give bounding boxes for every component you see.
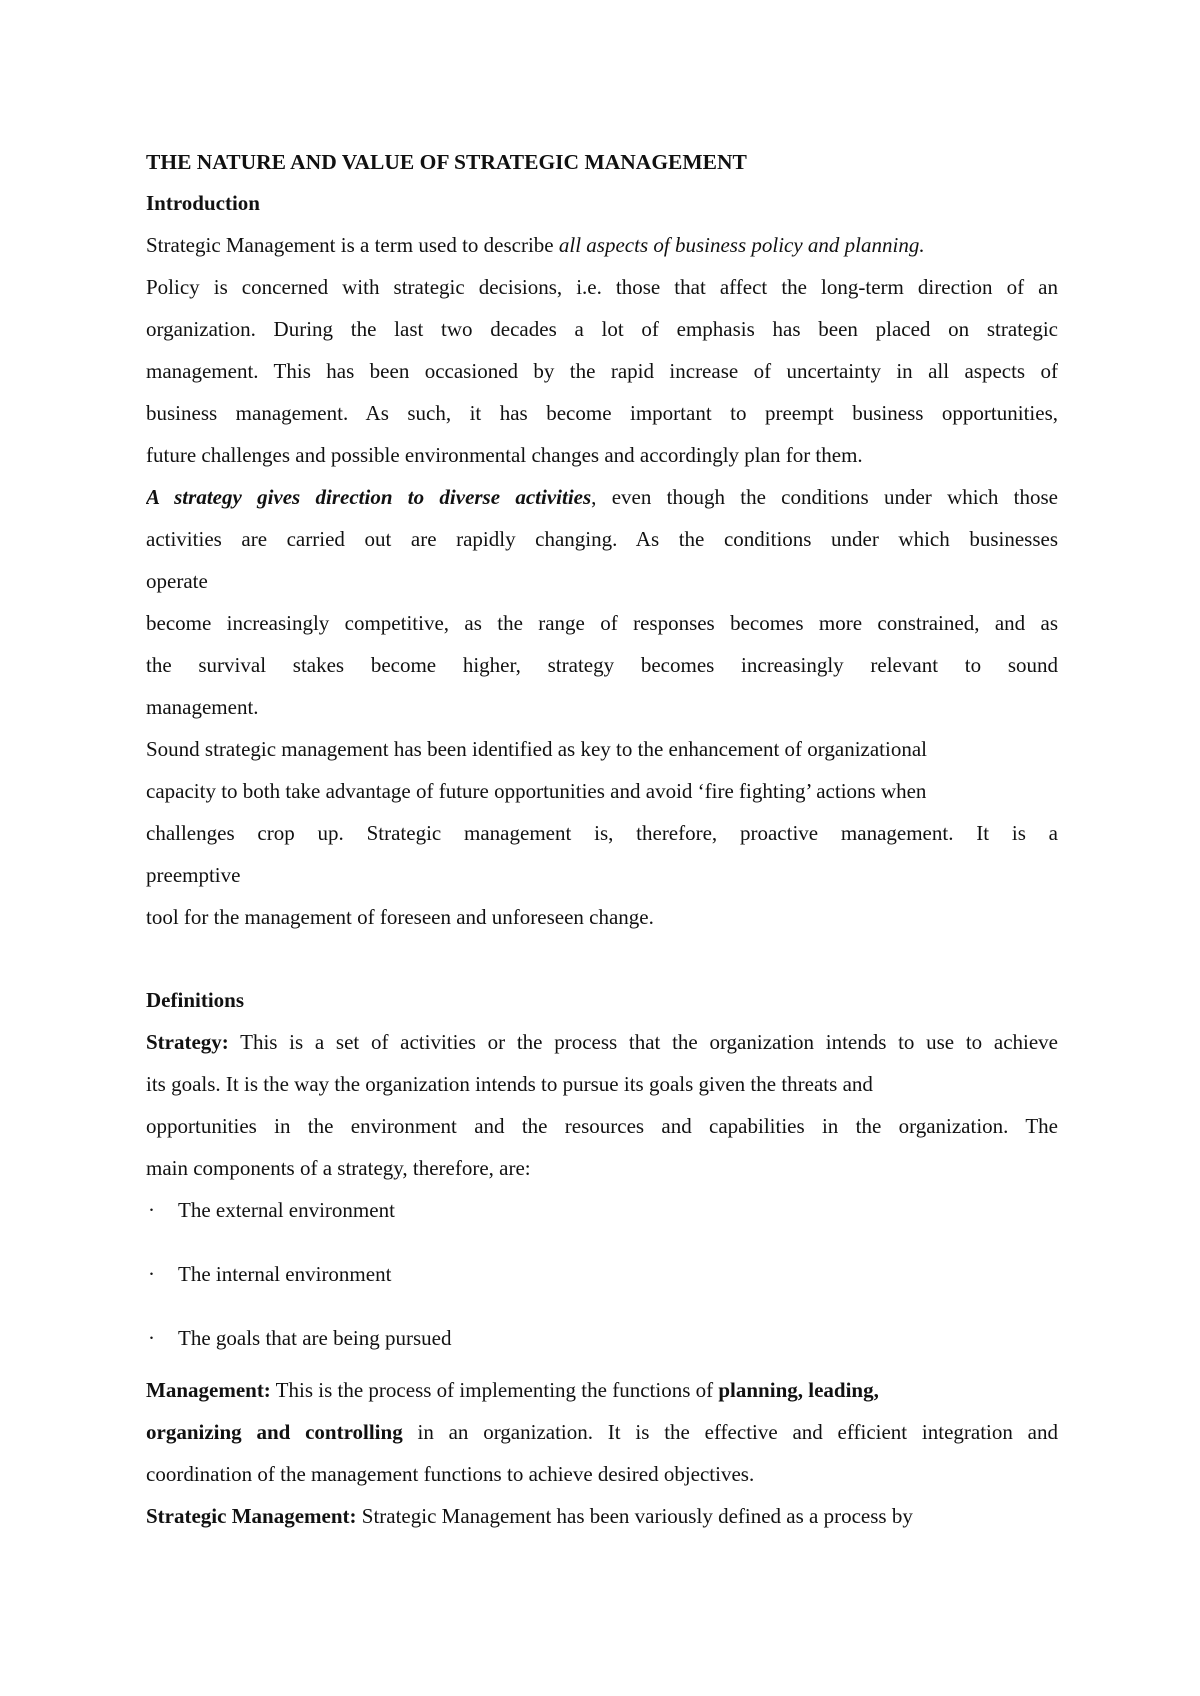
management-definition-text: in an organization. It is the effective and efficient integration and [402,1420,1058,1444]
list-item-text: The goals that are being pursued [178,1326,452,1350]
management-definition-text: This is the process of implementing the functions of [270,1378,719,1402]
strategic-management-definition [146,1495,1058,1537]
sound-line: Sound strategic management has been identified as key to the enhancement of organizational [146,737,928,761]
intro-text: Strategic Management is a term used to describe [146,233,559,257]
intro-line: future challenges and possible environmental changes and accordingly plan for them. [146,443,863,467]
sound-line: tool for the management of foreseen and unforeseen change. [146,905,654,929]
strategic-management-definition-text: Strategic Management has been variously defined as a process by [356,1504,913,1528]
list-item [146,1317,1058,1359]
strategy-definition [146,1021,1058,1189]
sound-line: challenges crop up. Strategic management is, therefore, proactive management. It is a [146,821,1058,845]
strategy-line: activities are carried out are rapidly changing. As the conditions under which businesses [146,527,1058,551]
strategy-definition-text: This is a set of activities or the process that the organization intends to use to achieve [228,1030,1058,1054]
strategy-term: Strategy: [146,1030,229,1054]
intro-line: organization. During the last two decades a lot of emphasis has been placed on strategic [146,317,1058,341]
document-title: THE NATURE AND VALUE OF STRATEGIC MANAGEMENT [146,150,747,174]
bullet-icon: · [148,1262,155,1286]
intro-line: Policy is concerned with strategic decisions, i.e. those that affect the long-term direction of an [146,275,1058,299]
strategy-line: management. [146,695,259,719]
management-definition [146,1369,1058,1495]
strategy-definition-line: opportunities in the environment and the resources and capabilities in the organization. The [146,1114,1058,1138]
bullet-icon: · [148,1198,155,1222]
bullet-icon: · [148,1326,155,1350]
strategy-line: become increasingly competitive, as the range of responses becomes more constrained, and as [146,611,1058,635]
strategy-line: operate [146,569,208,593]
intro-line: business management. As such, it has become important to preempt business opportunities, [146,401,1058,425]
management-functions-emphasis: planning, leading, [718,1378,879,1402]
management-term: Management: [146,1378,271,1402]
list-item-text: The external environment [178,1198,395,1222]
strategy-definition-line: its goals. It is the way the organization intends to pursue its goals given the threats and [146,1072,873,1096]
strategy-line: the survival stakes become higher, strategy becomes increasingly relevant to sound [146,653,1058,677]
strategy-emphasis: A strategy gives direction to diverse activities [146,485,592,509]
strategy-definition-line: main components of a strategy, therefore, are: [146,1156,531,1180]
paragraph-gap [146,938,1058,979]
strategy-paragraph [146,476,1058,728]
strategy-components-list [146,1189,1058,1359]
list-item-text: The internal environment [178,1262,392,1286]
sound-line: capacity to both take advantage of future opportunities and avoid ‘fire fighting’ actions when [146,779,927,803]
strategy-text: , even though the conditions under which those [591,485,1058,509]
introduction-heading: Introduction [146,191,260,215]
list-item [146,1253,1058,1295]
definitions-heading: Definitions [146,988,245,1012]
management-functions-emphasis: organizing and controlling [146,1420,403,1444]
intro-emphasis: all aspects of business policy and planning. [558,233,925,257]
sound-line: preemptive [146,863,241,887]
strategic-management-term: Strategic Management: [146,1504,357,1528]
document-body [146,142,1058,1537]
intro-line: management. This has been occasioned by the rapid increase of uncertainty in all aspects of [146,359,1058,383]
sound-management-paragraph [146,728,1058,938]
list-item [146,1189,1058,1231]
management-definition-line: coordination of the management functions to achieve desired objectives. [146,1462,755,1486]
introduction-paragraph [146,224,1058,476]
